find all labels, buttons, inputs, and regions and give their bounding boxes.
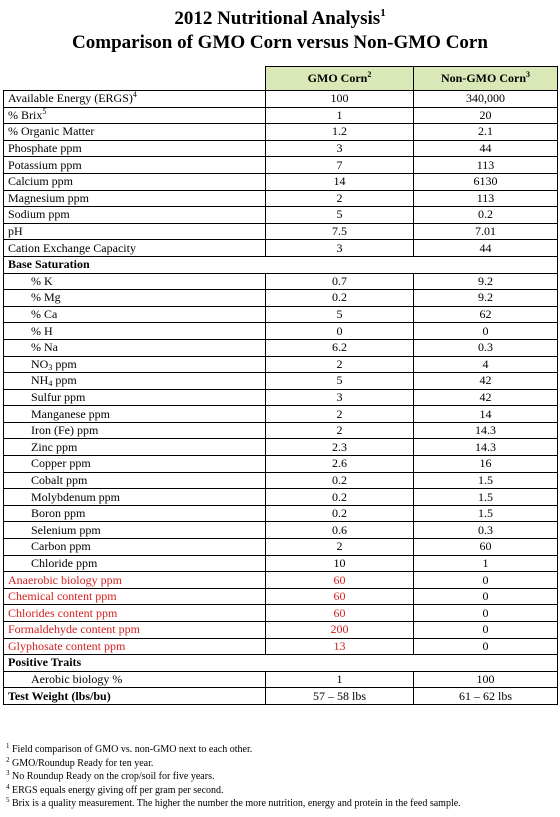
table-row	[4, 422, 558, 439]
non-gmo-value: 0	[414, 605, 558, 622]
gmo-value: 3	[266, 389, 414, 406]
non-gmo-value: 60	[414, 539, 558, 556]
gmo-value: 57 – 58 lbs	[266, 688, 414, 705]
row-label: Potassium ppm	[4, 157, 266, 174]
row-label: Sodium ppm	[4, 207, 266, 224]
table-row	[4, 157, 558, 174]
page-title: 2012 Nutritional Analysis$^1$	[174, 7, 386, 29]
non-gmo-value: 7.01	[414, 223, 558, 240]
section-row-positive-traits	[4, 655, 558, 672]
non-gmo-value: 6130	[414, 173, 558, 190]
row-label: % Organic Matter	[4, 124, 266, 141]
gmo-value: 2.3	[266, 439, 414, 456]
gmo-value: 3	[266, 140, 414, 157]
table-row-highlighted	[4, 572, 558, 589]
non-gmo-value: 1.5	[414, 472, 558, 489]
gmo-value: 2	[266, 406, 414, 423]
gmo-value: 100	[266, 91, 414, 108]
table-row	[4, 140, 558, 157]
gmo-value: 200	[266, 622, 414, 639]
table-row	[4, 389, 558, 406]
non-gmo-value: 14	[414, 406, 558, 423]
row-label: % Ca	[4, 306, 266, 323]
table-row	[4, 373, 558, 390]
non-gmo-value: 14.3	[414, 422, 558, 439]
row-label: Aerobic biology %	[4, 671, 266, 688]
gmo-value: 1.2	[266, 124, 414, 141]
row-label: Phosphate ppm	[4, 140, 266, 157]
table-row-highlighted	[4, 638, 558, 655]
non-gmo-value: 113	[414, 157, 558, 174]
gmo-value: 3	[266, 240, 414, 257]
row-label: Carbon ppm	[4, 539, 266, 556]
row-label: Formaldehyde content ppm	[4, 622, 266, 639]
row-label: Cobalt ppm	[4, 472, 266, 489]
table-row	[4, 91, 558, 108]
table-row	[4, 489, 558, 506]
table-row	[4, 555, 558, 572]
non-gmo-value: 62	[414, 306, 558, 323]
row-label: Copper ppm	[4, 456, 266, 473]
gmo-value: 7.5	[266, 223, 414, 240]
table-row	[4, 472, 558, 489]
non-gmo-value: 0	[414, 588, 558, 605]
footnotes	[6, 743, 556, 811]
gmo-value: 2	[266, 422, 414, 439]
table-row	[4, 273, 558, 290]
non-gmo-value: 42	[414, 389, 558, 406]
row-label: % H	[4, 323, 266, 340]
table-row	[4, 207, 558, 224]
gmo-value: 0.7	[266, 273, 414, 290]
row-label: Iron (Fe) ppm	[4, 422, 266, 439]
gmo-value: 0.6	[266, 522, 414, 539]
table-row	[4, 356, 558, 373]
row-label: Boron ppm	[4, 505, 266, 522]
gmo-value: 0.2	[266, 290, 414, 307]
section-row-base-saturation	[4, 256, 558, 273]
non-gmo-value: 0	[414, 572, 558, 589]
gmo-value: 2	[266, 190, 414, 207]
table-row	[4, 290, 558, 307]
section-heading: Base Saturation	[4, 256, 558, 273]
row-label: Glyphosate content ppm	[4, 638, 266, 655]
footnote: $^4$ ERGS equals energy giving off per gram per second.	[6, 782, 224, 796]
table-row	[4, 323, 558, 340]
gmo-value: 6.2	[266, 339, 414, 356]
row-label: Zinc ppm	[4, 439, 266, 456]
non-gmo-value: 44	[414, 140, 558, 157]
gmo-value: 0.2	[266, 505, 414, 522]
non-gmo-value: 1	[414, 555, 558, 572]
footnote: $^1$ Field comparison of GMO vs. non-GMO next to each other.	[6, 742, 253, 755]
non-gmo-value: 0	[414, 622, 558, 639]
row-label: Sulfur ppm	[4, 389, 266, 406]
footnote: $^5$ Brix is a quality measurement. The higher the number the more nutrition, energy and protein in the feed sample.	[6, 796, 461, 810]
non-gmo-value: 1.5	[414, 505, 558, 522]
gmo-value: 0.2	[266, 489, 414, 506]
non-gmo-value: 100	[414, 671, 558, 688]
table-row	[4, 456, 558, 473]
table-row-test-weight	[4, 688, 558, 705]
table-row	[4, 124, 558, 141]
row-label: Chemical content ppm	[4, 588, 266, 605]
non-gmo-value: 2.1	[414, 124, 558, 141]
row-label: Chloride ppm	[4, 555, 266, 572]
row-label: Calcium ppm	[4, 173, 266, 190]
row-label: % Na	[4, 339, 266, 356]
row-label: % Brix$^5$	[4, 107, 266, 124]
footnote: $^2$ GMO/Roundup Ready for ten year.	[6, 755, 154, 769]
non-gmo-value: 4	[414, 356, 558, 373]
gmo-value: 60	[266, 605, 414, 622]
row-label: Anaerobic biology ppm	[4, 572, 266, 589]
table-row	[4, 107, 558, 124]
gmo-value: 14	[266, 173, 414, 190]
non-gmo-value: 9.2	[414, 290, 558, 307]
column-header-non-gmo: Non-GMO Corn$^3$	[414, 67, 558, 91]
gmo-value: 5	[266, 306, 414, 323]
gmo-value: 60	[266, 588, 414, 605]
non-gmo-value: 9.2	[414, 273, 558, 290]
gmo-value: 1	[266, 671, 414, 688]
row-label: % Mg	[4, 290, 266, 307]
table-row	[4, 439, 558, 456]
non-gmo-value: 113	[414, 190, 558, 207]
footnote: $^3$ No Roundup Ready on the crop/soil for five years.	[6, 769, 215, 783]
table-row	[4, 671, 558, 688]
table-row-highlighted	[4, 588, 558, 605]
gmo-value: 1	[266, 107, 414, 124]
column-header-gmo: GMO Corn$^2$	[266, 67, 414, 91]
table-row	[4, 505, 558, 522]
gmo-value: 2.6	[266, 456, 414, 473]
non-gmo-value: 42	[414, 373, 558, 390]
table-row-highlighted	[4, 622, 558, 639]
gmo-value: 0.2	[266, 472, 414, 489]
header-blank	[4, 67, 266, 91]
non-gmo-value: 1.5	[414, 489, 558, 506]
row-label: Cation Exchange Capacity	[4, 240, 266, 257]
row-label: Chlorides content ppm	[4, 605, 266, 622]
gmo-value: 2	[266, 356, 414, 373]
table-row	[4, 339, 558, 356]
row-label: Available Energy (ERGS)$^4$	[4, 91, 266, 108]
section-heading: Positive Traits	[4, 655, 558, 672]
gmo-value: 5	[266, 207, 414, 224]
table-row	[4, 522, 558, 539]
gmo-value: 10	[266, 555, 414, 572]
title-footnote-mark: 1	[380, 7, 386, 19]
non-gmo-value: 0	[414, 638, 558, 655]
gmo-value: 13	[266, 638, 414, 655]
non-gmo-value: 0.2	[414, 207, 558, 224]
table-row	[4, 240, 558, 257]
gmo-value: 7	[266, 157, 414, 174]
comparison-table	[3, 66, 558, 705]
table-row	[4, 539, 558, 556]
gmo-value: 0	[266, 323, 414, 340]
table-row	[4, 173, 558, 190]
row-label: Test Weight (lbs/bu)	[4, 688, 266, 705]
non-gmo-value: 20	[414, 107, 558, 124]
non-gmo-value: 0.3	[414, 339, 558, 356]
table-header-row	[4, 67, 558, 91]
table-row	[4, 306, 558, 323]
non-gmo-value: 44	[414, 240, 558, 257]
table-row	[4, 190, 558, 207]
non-gmo-value: 14.3	[414, 439, 558, 456]
row-label: % K	[4, 273, 266, 290]
non-gmo-value: 0	[414, 323, 558, 340]
gmo-value: 2	[266, 539, 414, 556]
table-row	[4, 406, 558, 423]
table-row	[4, 223, 558, 240]
row-label: Magnesium ppm	[4, 190, 266, 207]
row-label: Manganese ppm	[4, 406, 266, 423]
page-subtitle: Comparison of GMO Corn versus Non-GMO Corn	[72, 32, 488, 53]
gmo-value: 5	[266, 373, 414, 390]
row-label: $NH_4$ ppm	[4, 373, 266, 390]
table-row-highlighted	[4, 605, 558, 622]
gmo-value: 60	[266, 572, 414, 589]
non-gmo-value: 16	[414, 456, 558, 473]
non-gmo-value: 61 – 62 lbs	[414, 688, 558, 705]
non-gmo-value: 0.3	[414, 522, 558, 539]
row-label: Selenium ppm	[4, 522, 266, 539]
row-label: Molybdenum ppm	[4, 489, 266, 506]
row-label: pH	[4, 223, 266, 240]
non-gmo-value: 340,000	[414, 91, 558, 108]
row-label: $NO_3$ ppm	[4, 356, 266, 373]
